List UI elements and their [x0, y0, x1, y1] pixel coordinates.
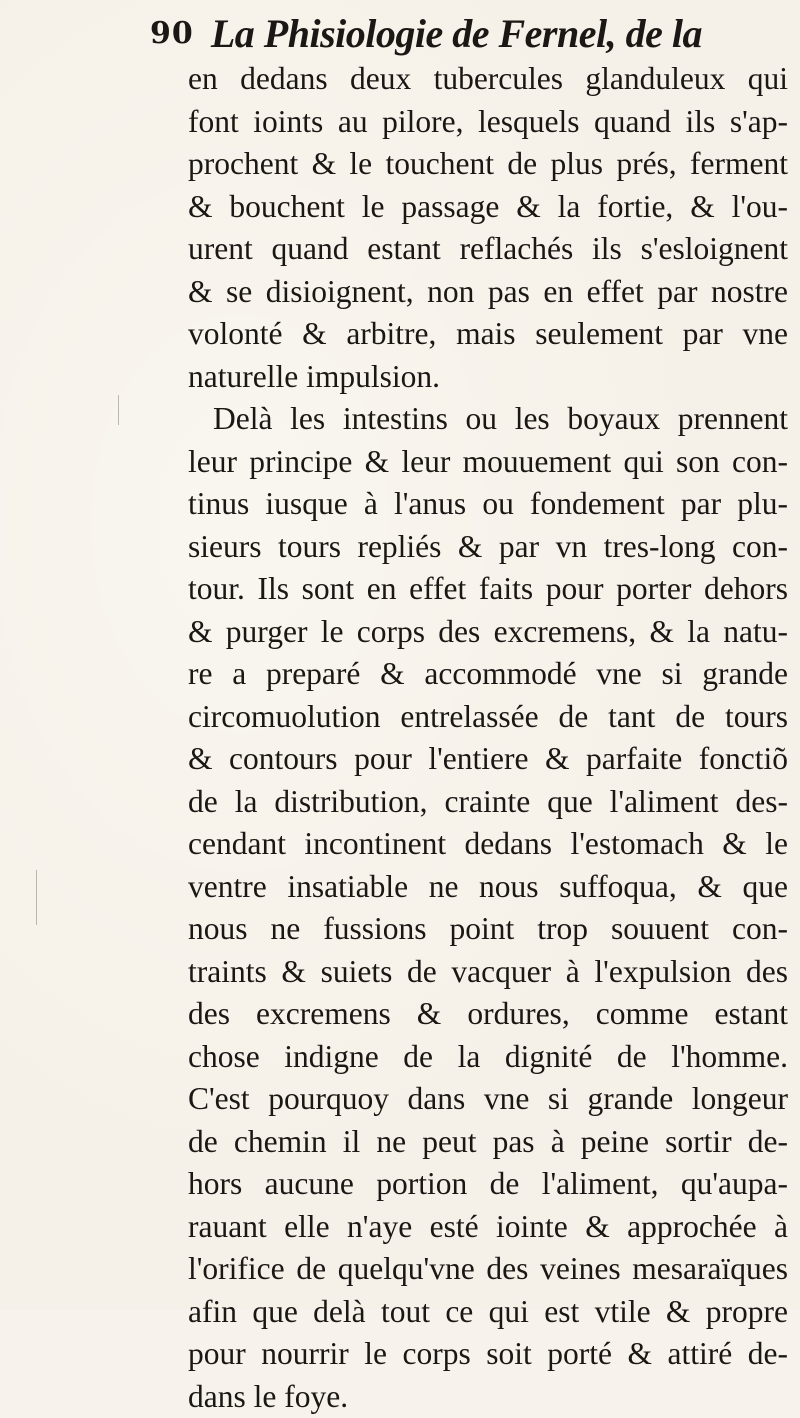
text-line: de la distribution, crainte que l'aliment des-	[188, 781, 788, 824]
text-line: volonté & arbitre, mais seulement par vne	[188, 313, 788, 356]
text-line: pour nourrir le corps soit porté & attiré de-	[188, 1333, 788, 1376]
text-line: hors aucune portion de l'aliment, qu'aupa-	[188, 1163, 788, 1206]
text-line: tinus iusque à l'anus ou fondement par plu-	[188, 483, 788, 526]
text-line: naturelle impulsion.	[188, 356, 788, 399]
text-line: chose indigne de la dignité de l'homme.	[188, 1036, 788, 1079]
text-line: rauant elle n'aye esté iointe & approchée à	[188, 1206, 788, 1249]
text-line: urent quand estant reflachés ils s'esloignent	[188, 228, 788, 271]
paragraph-start-line: Delà les intestins ou les boyaux prennent	[188, 398, 788, 441]
text-line: dans le foye.	[188, 1376, 788, 1418]
text-line: afin que delà tout ce qui est vtile & propre	[188, 1291, 788, 1334]
text-line: de chemin il ne peut pas à peine sortir de-	[188, 1121, 788, 1164]
page-number: 90	[150, 16, 194, 51]
body-text	[188, 58, 788, 1418]
text-line: & contours pour l'entiere & parfaite fonctiõ	[188, 738, 788, 781]
text-line: tour. Ils sont en effet faits pour porter dehors	[188, 568, 788, 611]
text-line: & bouchent le passage & la fortie, & l'ou-	[188, 186, 788, 229]
text-line: l'orifice de quelqu'vne des veines mesaraïques	[188, 1248, 788, 1291]
text-line: cendant incontinent dedans l'estomach & le	[188, 823, 788, 866]
gutter-mark	[36, 870, 37, 925]
text-line: C'est pourquoy dans vne si grande longeur	[188, 1078, 788, 1121]
text-line: circomuolution entrelassée de tant de tours	[188, 696, 788, 739]
text-line: ventre insatiable ne nous suffoqua, & que	[188, 866, 788, 909]
text-line: re a preparé & accommodé vne si grande	[188, 653, 788, 696]
text-line: sieurs tours repliés & par vn tres-long con-	[188, 526, 788, 569]
text-line: leur principe & leur mouuement qui son con-	[188, 441, 788, 484]
text-line: des excremens & ordures, comme estant	[188, 993, 788, 1036]
text-line: & se disioignent, non pas en effet par nostre	[188, 271, 788, 314]
text-line: traints & suiets de vacquer à l'expulsion des	[188, 951, 788, 994]
text-line: nous ne fussions point trop souuent con-	[188, 908, 788, 951]
running-title: La Phisiologie de Fernel, de la	[211, 11, 702, 56]
text-line: & purger le corps des excremens, & la natu-	[188, 611, 788, 654]
text-line: font ioints au pilore, lesquels quand ils s'ap-	[188, 101, 788, 144]
text-line: prochent & le touchent de plus prés, ferment	[188, 143, 788, 186]
gutter-mark	[118, 395, 119, 425]
text-line: en dedans deux tubercules glanduleux qui	[188, 58, 788, 101]
